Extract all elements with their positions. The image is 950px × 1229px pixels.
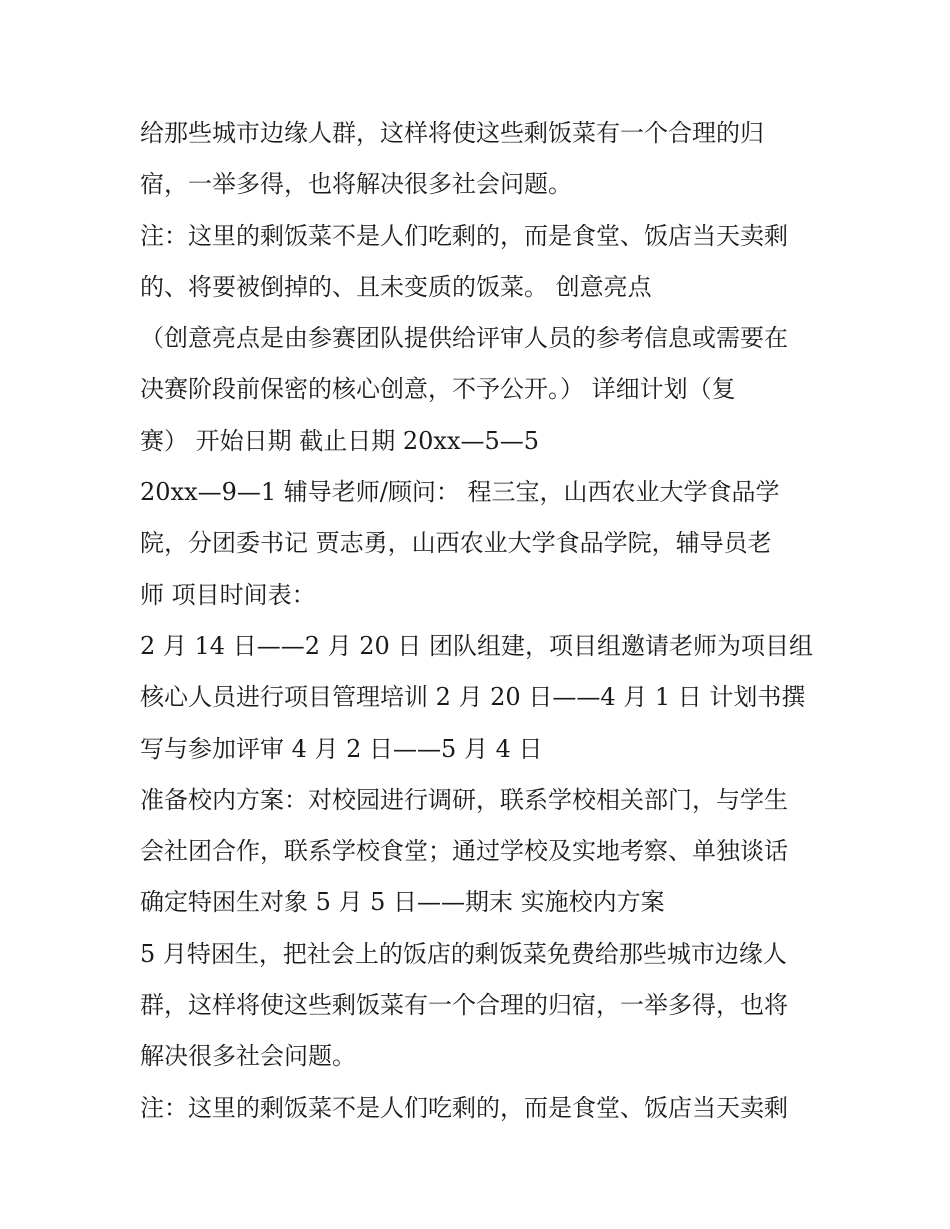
text-line: 给那些城市边缘人群，这样将使这些剩饭菜有一个合理的归 (140, 119, 764, 147)
text-line: （创意亮点是由参赛团队提供给评审人员的参考信息或需要在 (140, 324, 788, 353)
text-line: 决赛阶段前保密的核心创意，不予公开。） 详细计划（复 (140, 375, 736, 404)
text-line: 解决很多社会问题。 (140, 1042, 356, 1071)
text-line: 2 月 14 日——2 月 20 日 团队组建，项目组邀请老师为项目组 (140, 631, 814, 660)
text-line: 院，分团委书记 贾志勇，山西农业大学食品学院，辅导员老 (140, 529, 772, 558)
text-line: 师 项目时间表： (140, 580, 316, 609)
text-line: 群，这样将使这些剩饭菜有一个合理的归宿，一举多得，也将 (140, 991, 788, 1020)
text-line: 注：这里的剩饭菜不是人们吃剩的，而是食堂、饭店当天卖剩 (140, 1093, 788, 1122)
body-text (140, 108, 830, 1134)
text-line: 注：这里的剩饭菜不是人们吃剩的，而是食堂、饭店当天卖剩 (140, 221, 788, 250)
text-line: 赛） 开始日期 截止日期 20xx—5—5 (140, 426, 540, 455)
text-line: 宿，一举多得，也将解决很多社会问题。 (140, 170, 572, 199)
text-line: 确定特困生对象 5 月 5 日——期末 实施校内方案 (140, 888, 665, 917)
text-line: 核心人员进行项目管理培训 2 月 20 日——4 月 1 日 计划书撰 (140, 683, 806, 712)
text-line: 的、将要被倒掉的、且未变质的饭菜。 创意亮点 (140, 272, 652, 301)
text-line: 20xx—9—1 辅导老师/顾问： 程三宝，山西农业大学食品学 (140, 478, 780, 507)
text-line: 会社团合作，联系学校食堂；通过学校及实地考察、单独谈话 (140, 837, 788, 866)
text-line: 准备校内方案：对校园进行调研，联系学校相关部门，与学生 (140, 785, 788, 814)
text-line: 5 月特困生，把社会上的饭店的剩饭菜免费给那些城市边缘人 (140, 939, 787, 968)
text-line: 写与参加评审 4 月 2 日——5 月 4 日 (140, 734, 543, 763)
